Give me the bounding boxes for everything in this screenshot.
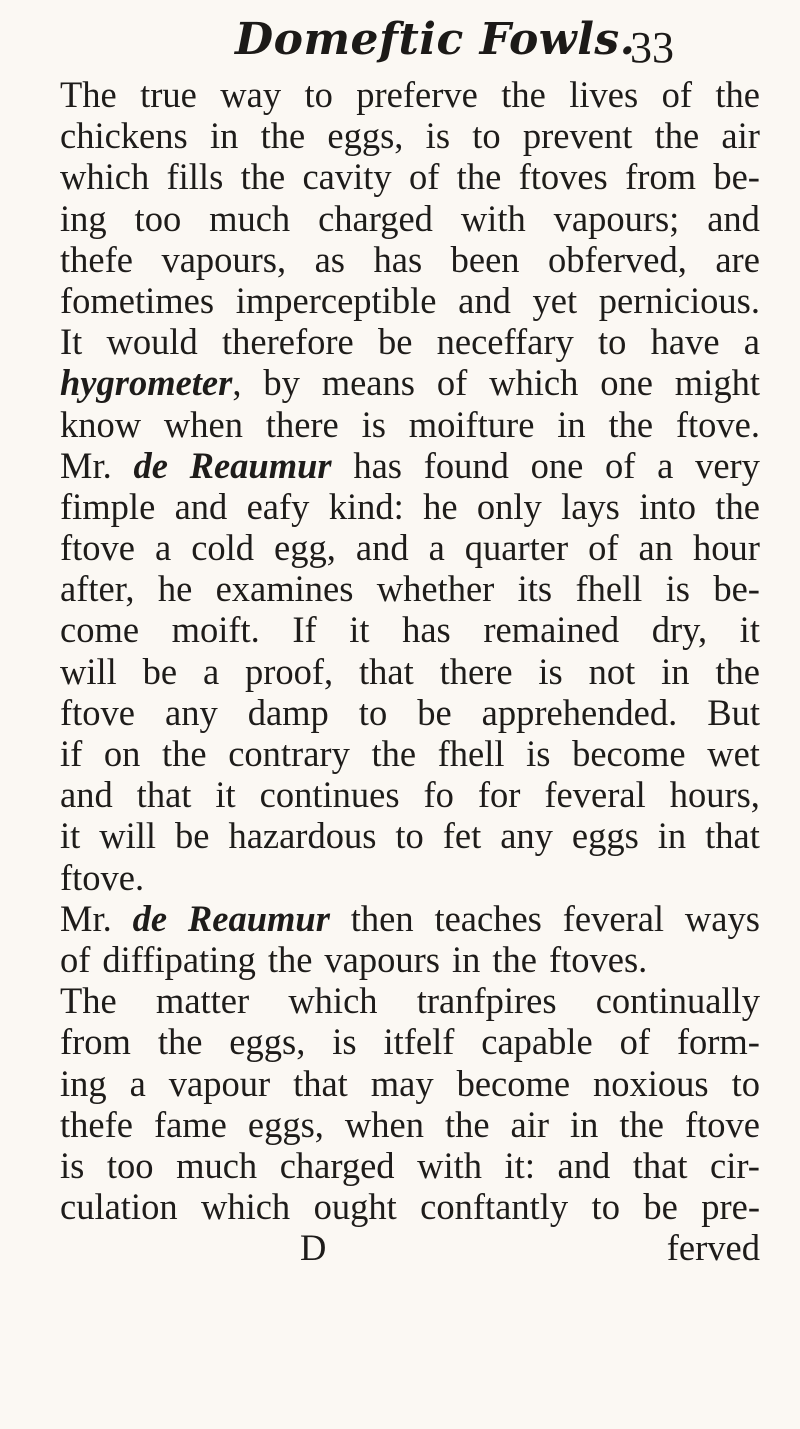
word: cold <box>191 527 255 569</box>
word: the <box>608 403 654 445</box>
word: by <box>263 362 300 404</box>
word: continually <box>595 980 760 1022</box>
word: might <box>674 362 760 404</box>
word: it <box>60 815 81 857</box>
word: been <box>450 238 520 280</box>
word: ing <box>60 197 107 239</box>
word: fimple <box>60 485 156 527</box>
text-line <box>60 568 760 609</box>
word: has <box>402 609 451 651</box>
word: charged <box>279 1144 395 1186</box>
word: and <box>174 485 228 527</box>
word: in <box>557 403 586 445</box>
word: dry, <box>651 609 708 651</box>
word: the <box>456 156 502 198</box>
italic-word: Reaumur <box>187 897 330 939</box>
word: ought <box>313 1186 397 1228</box>
word: only <box>476 485 542 527</box>
word: vapours <box>324 938 440 980</box>
text-line <box>60 280 760 321</box>
text-line <box>60 1063 760 1104</box>
word: the <box>260 115 306 157</box>
word: that <box>359 650 414 692</box>
word: to <box>395 815 424 857</box>
word: it <box>349 609 370 651</box>
word: know <box>60 403 142 445</box>
word: too <box>134 197 182 239</box>
word: in <box>570 1103 599 1145</box>
word: it: <box>504 1144 535 1186</box>
word: there <box>265 403 339 445</box>
word: It <box>60 321 83 363</box>
word: ftoves <box>518 156 608 198</box>
word: in <box>451 938 481 980</box>
word: which <box>288 980 378 1022</box>
word: yet <box>532 279 578 321</box>
word: apprehended. <box>481 691 678 733</box>
word: be- <box>713 568 760 610</box>
word: very <box>695 444 760 486</box>
word: true <box>140 74 197 115</box>
word: into <box>639 485 696 527</box>
word: ftove <box>60 527 135 569</box>
word: a <box>743 321 760 363</box>
word: and <box>458 279 511 321</box>
word: from <box>60 1021 131 1063</box>
word: therefore <box>222 321 354 363</box>
word: the <box>501 74 546 115</box>
word: not <box>588 650 636 692</box>
word: feveral <box>544 774 646 816</box>
word: moift. <box>171 609 260 651</box>
word: after, <box>60 568 135 610</box>
word: be <box>377 321 413 363</box>
word: of <box>436 362 468 404</box>
word: of <box>60 938 91 980</box>
word: in <box>661 650 690 692</box>
word: will <box>60 650 117 692</box>
word: examines <box>215 568 354 610</box>
word: ftove <box>60 691 135 733</box>
word: capable <box>481 1021 593 1063</box>
word: when <box>344 1103 424 1145</box>
word: neceffary <box>436 321 574 363</box>
word: culation <box>60 1186 178 1228</box>
word: the <box>444 1103 490 1145</box>
word: would <box>106 321 198 363</box>
word: a <box>129 1062 146 1104</box>
word: come <box>60 609 140 651</box>
word: Mr. <box>60 897 112 939</box>
text-line <box>60 362 760 403</box>
word: vapour <box>168 1062 271 1104</box>
word: much <box>209 197 291 239</box>
word: egg, <box>274 527 336 569</box>
word: hour <box>693 527 760 569</box>
word: the <box>492 938 537 980</box>
word: be- <box>713 156 760 198</box>
word: too <box>106 1144 154 1186</box>
footer-line <box>60 1227 760 1268</box>
word: ftove. <box>675 403 760 445</box>
text-line <box>60 321 760 362</box>
word: continues <box>259 774 400 816</box>
word: remained <box>483 609 620 651</box>
word: damp <box>247 691 329 733</box>
word: the <box>715 74 760 115</box>
word: teaches <box>434 897 542 939</box>
word: form- <box>676 1021 760 1063</box>
word: and <box>557 1144 611 1186</box>
word: imperceptible <box>235 279 437 321</box>
text-line <box>60 239 760 280</box>
word: that <box>632 1144 688 1186</box>
word: is <box>526 733 551 774</box>
word: to <box>598 321 627 363</box>
signature-mark: D <box>300 1227 327 1269</box>
text-line <box>60 404 760 445</box>
word: and <box>355 527 409 569</box>
text-line <box>60 74 760 115</box>
word: diffipating <box>102 938 256 980</box>
word: is <box>425 115 451 157</box>
text-line <box>60 1186 760 1227</box>
word: obferved, <box>548 238 687 280</box>
word: will <box>99 815 157 857</box>
word: any <box>165 691 218 733</box>
word: it <box>215 774 236 816</box>
italic-word: Reaumur <box>189 444 332 486</box>
word: itfelf <box>383 1021 455 1063</box>
word: eggs <box>571 815 639 857</box>
word: fills <box>166 156 224 198</box>
word: whether <box>376 568 495 610</box>
word: lives <box>569 74 639 115</box>
word: a <box>155 527 172 569</box>
word: vapours, <box>161 238 287 280</box>
page-header <box>0 12 800 72</box>
word: fometimes <box>60 279 215 321</box>
catchword: ferved <box>666 1227 760 1269</box>
word: wet <box>707 733 760 774</box>
word: fhell <box>437 733 505 774</box>
text-line <box>60 692 760 733</box>
word: is <box>361 403 386 445</box>
word: eggs, <box>229 1021 306 1063</box>
word: to <box>591 1186 620 1228</box>
word: fame <box>153 1103 227 1145</box>
word: for <box>477 774 521 816</box>
word: that <box>293 1062 348 1104</box>
word: of <box>661 74 692 115</box>
word: thefe <box>60 238 133 280</box>
word: hours, <box>669 774 760 816</box>
word: ways <box>684 897 760 939</box>
word: the <box>715 650 760 692</box>
word: a <box>428 527 445 569</box>
word: is <box>60 1144 85 1186</box>
word: eggs, <box>247 1103 324 1145</box>
word: The <box>60 980 117 1022</box>
word: when <box>163 403 243 445</box>
word: a <box>657 444 674 486</box>
word: If <box>292 609 317 651</box>
word: of <box>605 444 636 486</box>
text-line <box>60 445 760 486</box>
word: which <box>200 1186 291 1228</box>
text-line <box>60 1021 760 1062</box>
text-line <box>60 486 760 527</box>
word: if <box>60 733 83 774</box>
word: the <box>371 733 417 774</box>
word: The <box>60 74 117 115</box>
italic-word: de <box>132 897 168 939</box>
word: from <box>625 156 697 198</box>
word: charged <box>318 197 433 239</box>
word: be <box>175 815 210 857</box>
word: conftantly <box>420 1186 569 1228</box>
italic-word: de <box>133 444 168 486</box>
word: quarter <box>464 527 569 569</box>
word: fet <box>442 815 482 857</box>
word: of <box>588 527 619 569</box>
word: preferve <box>356 74 478 115</box>
word: has <box>353 444 402 486</box>
word: of <box>619 1021 650 1063</box>
word: be <box>643 1186 678 1228</box>
word: air <box>510 1103 550 1145</box>
word: he <box>157 568 193 610</box>
word: its <box>517 568 553 610</box>
word: ing <box>60 1062 107 1104</box>
word: fo <box>423 774 454 816</box>
word: on <box>103 733 141 774</box>
word: hazardous <box>228 815 377 857</box>
text-line <box>60 1104 760 1145</box>
word: chickens <box>60 115 188 157</box>
word: there <box>439 650 513 692</box>
word: any <box>500 815 553 857</box>
word: ftove. <box>60 856 145 898</box>
word: way <box>220 74 282 115</box>
word: much <box>176 1144 258 1186</box>
page-number: 33 <box>630 23 674 72</box>
word: the <box>240 156 286 198</box>
word: pre- <box>701 1186 760 1228</box>
word: is <box>538 650 563 692</box>
word: become <box>572 733 686 774</box>
text-line <box>60 980 760 1021</box>
word: one <box>600 362 653 404</box>
word: cir- <box>710 1144 760 1186</box>
word: ftoves. <box>548 938 648 980</box>
word: he <box>423 485 458 527</box>
word: and <box>60 774 113 816</box>
text-line <box>60 156 760 197</box>
word: prevent <box>522 115 633 157</box>
word: of <box>408 156 440 198</box>
word: and <box>707 197 760 239</box>
word: the <box>162 733 207 774</box>
word: has <box>373 238 423 280</box>
text-line <box>60 198 760 239</box>
word: vapours; <box>553 197 680 239</box>
running-head: Domeftic Fowls. <box>235 14 636 65</box>
text-line <box>60 815 760 856</box>
word: become <box>456 1062 571 1104</box>
word: kind: <box>328 485 404 527</box>
word: matter <box>155 980 250 1022</box>
word: is <box>665 568 690 610</box>
word: to <box>304 74 333 115</box>
word: that <box>705 815 760 857</box>
word: noxious <box>593 1062 709 1104</box>
word: the <box>619 1103 664 1145</box>
word: thefe <box>60 1103 133 1145</box>
word: in <box>209 115 239 157</box>
word: to <box>731 1062 760 1104</box>
text-line <box>60 733 760 774</box>
text-line <box>60 857 760 898</box>
word: cavity <box>302 156 392 198</box>
word: which <box>489 362 579 404</box>
word: the <box>267 938 313 980</box>
word: that <box>136 774 192 816</box>
word: But <box>707 691 760 733</box>
word: ftove <box>684 1103 760 1145</box>
word: be <box>142 650 178 692</box>
word: a <box>202 650 220 692</box>
word: feveral <box>562 897 665 939</box>
word: as <box>314 238 346 280</box>
word: it <box>739 609 760 651</box>
word: means <box>321 362 415 404</box>
italic-word: hygrometer, <box>60 362 242 404</box>
word: the <box>715 485 760 527</box>
word: air <box>721 115 760 157</box>
word: fhell <box>575 568 643 610</box>
word: are <box>715 238 760 280</box>
text-line <box>60 115 760 156</box>
word: proof, <box>244 650 334 692</box>
word: have <box>650 321 720 363</box>
word: which <box>60 156 150 198</box>
word: one <box>530 444 584 486</box>
word: eggs, <box>327 115 404 157</box>
word: found <box>423 444 509 486</box>
word: then <box>350 897 414 939</box>
word: the <box>157 1021 203 1063</box>
text-line <box>60 939 760 980</box>
word: the <box>654 115 700 157</box>
word: tranfpires <box>416 980 557 1022</box>
word: an <box>638 527 673 569</box>
text-line <box>60 1145 760 1186</box>
word: lays <box>561 485 620 527</box>
word: with <box>417 1144 482 1186</box>
word: to <box>358 691 388 733</box>
word: with <box>460 197 526 239</box>
word: to <box>472 115 501 157</box>
word: pernicious. <box>598 279 760 321</box>
body-text <box>60 74 760 1268</box>
word: is <box>332 1021 357 1063</box>
word: in <box>657 815 687 857</box>
word: be <box>417 691 452 733</box>
word: contrary <box>228 733 350 774</box>
word: eafy <box>246 485 310 527</box>
word: may <box>370 1062 434 1104</box>
text-line <box>60 898 760 939</box>
text-line <box>60 774 760 815</box>
word: Mr. <box>60 444 112 486</box>
word: moifture <box>408 403 535 445</box>
text-line <box>60 651 760 692</box>
text-line <box>60 609 760 650</box>
text-line <box>60 527 760 568</box>
